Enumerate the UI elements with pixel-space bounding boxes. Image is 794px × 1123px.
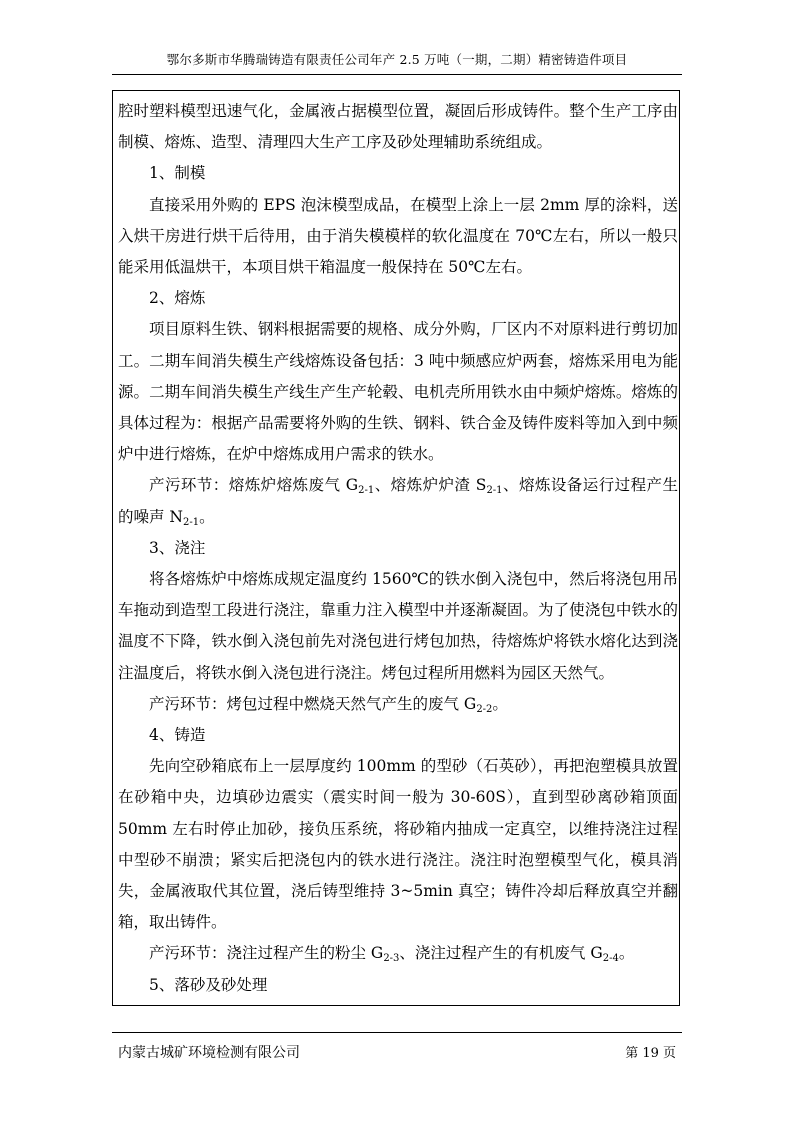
text-run: 产污环节：烤包过程中燃烧天然气产生的废气 G	[149, 694, 477, 713]
pollution-paragraph	[118, 938, 678, 969]
text-run: 、浇注过程产生的有机废气 G	[399, 944, 603, 963]
body-content	[118, 96, 678, 1001]
subscript: 2-4	[602, 953, 619, 965]
paragraph: 将各熔炼炉中熔炼成规定温度约 1560℃的铁水倒入浇包中，然后将浇包用吊车拖动到造型工段进行浇注，靠重力注入模型中并逐渐凝固。为了使浇包中铁水的温度不下降，铁水倒入浇包前先对浇包进行烤包加热，待熔炼炉将铁水熔化达到浇注温度后，将铁水倒入浇包进行浇注。烤包过程所用燃料为园区天然气。	[118, 570, 678, 682]
header-rule	[112, 74, 682, 75]
paragraph: 腔时塑料模型迅速气化，金属液占据模型位置，凝固后形成铸件。整个生产工序由制模、熔炼、造型、清理四大生产工序及砂处理辅助系统组成。	[118, 102, 678, 152]
subscript: 2-1	[358, 485, 375, 497]
text-run: 、熔炼设备运行过程产生的噪声 N	[118, 476, 678, 526]
subscript: 2-2	[476, 703, 493, 715]
text-run: 。	[492, 694, 508, 713]
paragraph: 先向空砂箱底布上一层厚度约 100mm 的型砂（石英砂），再把泡塑模具放置在砂箱中央，边填砂边震实（震实时间一般为 30-60S），直到型砂离砂箱顶面 50mm 左右时停止加砂，接负压系统，将砂箱内抽成一定真空，以维持浇注过程中型砂不崩溃；紧实后把浇包内的铁水进行浇注。浇注时泡塑模型气化，模具消失，金属液取代其位置，浇后铸型维持 3~5min 真空；铸件冷却后释放真空并翻箱，取出铸件。	[118, 757, 678, 932]
pollution-paragraph	[118, 470, 678, 532]
text-run: 。	[618, 944, 635, 963]
section-heading: 4、铸造	[149, 726, 206, 745]
footer-rule	[112, 1032, 682, 1033]
page-header-title: 鄂尔多斯市华腾瑞铸造有限责任公司年产 2.5 万吨（一期，二期）精密铸造件项目	[166, 52, 628, 67]
subscript: 2-3	[383, 953, 400, 965]
footer-company: 内蒙古城矿环境检测有限公司	[118, 1045, 300, 1061]
text-run: 、熔炼炉炉渣 S	[374, 476, 487, 495]
paragraph: 项目原料生铁、钢料根据需要的规格、成分外购，厂区内不对原料进行剪切加工。二期车间消失模生产线熔炼设备包括：3 吨中频感应炉两套，熔炼采用电为能源。二期车间消失模生产线生产生产轮毂、电机壳所用铁水由中频炉熔炼。熔炼的具体过程为：根据产品需要将外购的生铁、钢料、铁合金及铸件废料等加入到中频炉中进行熔炼，在炉中熔炼成用户需求的铁水。	[118, 320, 678, 464]
subscript: 2-1	[486, 485, 503, 497]
paragraph: 直接采用外购的 EPS 泡沫模型成品，在模型上涂上一层 2mm 厚的涂料，送入烘干房进行烘干后待用，由于消失模模样的软化温度在 70℃左右，所以一般只能采用低温烘干，本项目烘干箱温度一般保持在 50℃左右。	[118, 195, 678, 277]
section-heading: 2、熔炼	[149, 289, 206, 308]
text-run: 产污环节：浇注过程产生的粉尘 G	[149, 944, 384, 963]
subscript: 2-1	[183, 516, 200, 528]
text-run: 产污环节：熔炼炉熔炼废气 G	[149, 476, 359, 495]
section-heading: 3、浇注	[149, 538, 206, 557]
section-heading: 5、落砂及砂处理	[149, 975, 268, 994]
section-heading: 1、制模	[149, 164, 206, 183]
pollution-paragraph	[118, 689, 678, 720]
text-run: 。	[199, 507, 215, 526]
footer-page-number: 第 19 页	[625, 1046, 676, 1061]
